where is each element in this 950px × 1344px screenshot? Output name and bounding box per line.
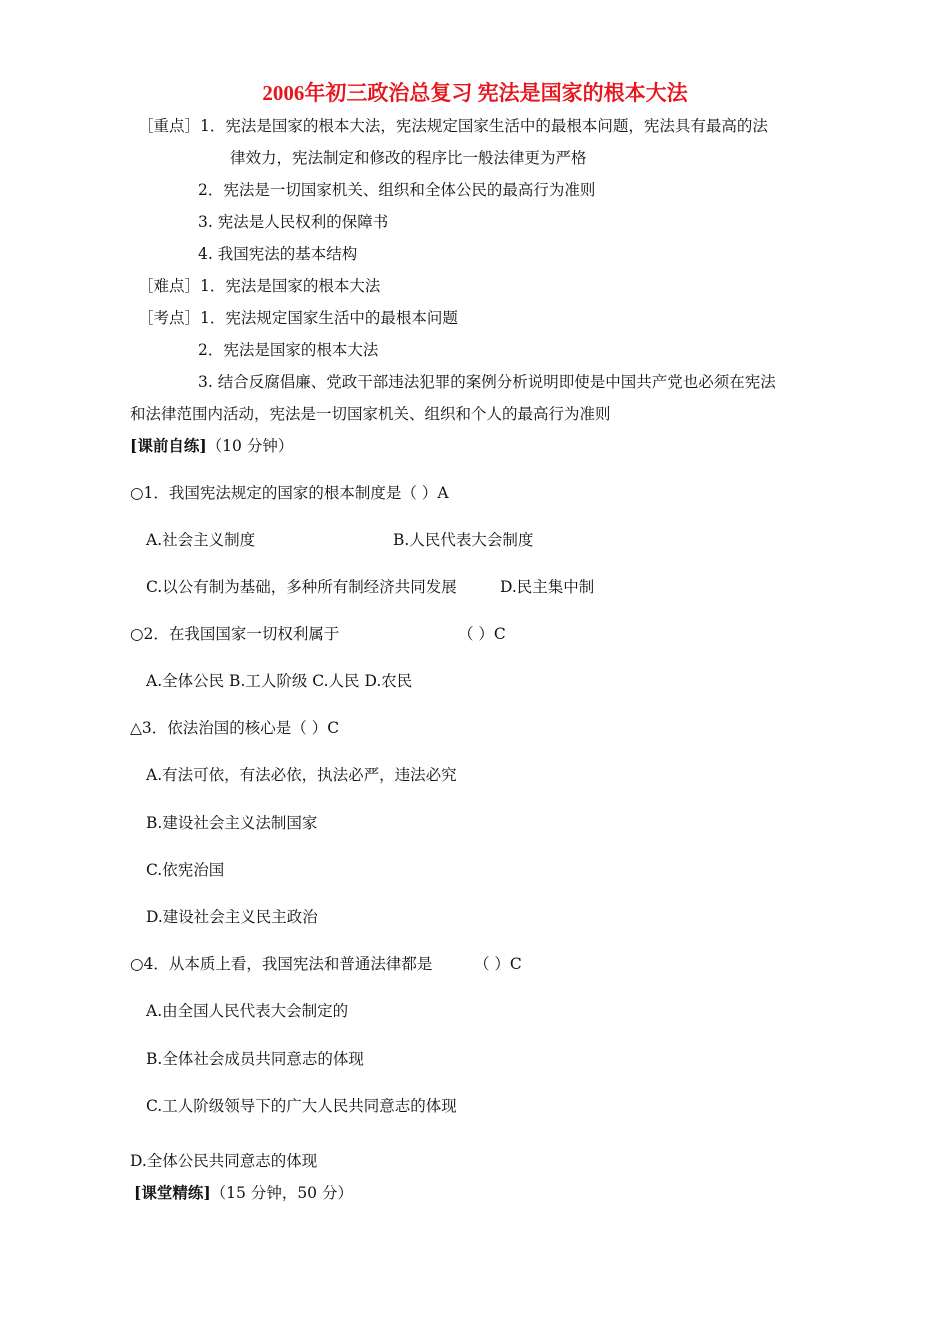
question-3-stem: △3．依法治国的核心是（ ）C: [130, 719, 340, 737]
exam-points-tag: ［考点］: [138, 309, 201, 327]
question-1-stem: ○1．我国宪法规定的国家的根本制度是（ ）A: [130, 484, 449, 502]
exam-point-3: 3. 结合反腐倡廉、党政干部违法犯罪的案例分析说明即使是中国共产党也必须在宪法: [198, 373, 776, 391]
exam-point-1: 1．宪法规定国家生活中的最根本问题: [200, 309, 458, 327]
question-3-option-c: C.依宪治国: [146, 861, 225, 879]
key-points-row-1: [138, 116, 768, 136]
question-2-options: A.全体公民 B.工人阶级 C.人民 D.农民: [146, 672, 413, 690]
question-4-option-d: D.全体公民共同意志的体现: [130, 1152, 318, 1170]
question-4-stem: ○4．从本质上看，我国宪法和普通法律都是: [130, 955, 433, 973]
question-3-option-b: B.建设社会主义法制国家: [146, 814, 318, 832]
document-title: 2006年初三政治总复习 宪法是国家的根本大法: [262, 81, 688, 105]
exam-point-2: 2．宪法是国家的根本大法: [198, 341, 379, 359]
question-3-option-d: D.建设社会主义民主政治: [146, 908, 318, 926]
question-4-option-b: B.全体社会成员共同意志的体现: [146, 1050, 364, 1068]
key-point-1: 1．宪法是国家的根本大法，宪法规定国家生活中的最根本问题，宪法具有最高的法: [200, 117, 768, 135]
key-point-3: 3. 宪法是人民权利的保障书: [198, 213, 389, 231]
exam-points-row: [138, 308, 458, 328]
question-4-option-c: C.工人阶级领导下的广大人民共同意志的体现: [146, 1097, 457, 1115]
question-1-option-b: B.人民代表大会制度: [393, 531, 534, 549]
difficult-points-tag: ［难点］: [138, 277, 201, 295]
question-4-option-a: A.由全国人民代表大会制定的: [146, 1002, 349, 1020]
question-4-answer: （ ）C: [474, 955, 522, 973]
key-point-4: 4. 我国宪法的基本结构: [198, 245, 358, 263]
key-points-tag: ［重点］: [138, 117, 201, 135]
key-point-2: 2．宪法是一切国家机关、组织和全体公民的最高行为准则: [198, 181, 596, 199]
question-1-option-c: C.以公有制为基础，多种所有制经济共同发展: [146, 578, 457, 596]
question-3-option-a: A.有法可依，有法必依，执法必严，违法必究: [146, 766, 457, 784]
in-class-note: （15 分钟，50 分）: [210, 1184, 353, 1202]
question-1-option-a: A.社会主义制度: [146, 531, 256, 549]
question-2-stem: ○2．在我国国家一切权利属于: [130, 625, 340, 643]
difficult-point-1: 1．宪法是国家的根本大法: [200, 277, 381, 295]
question-2-answer: （ ）C: [458, 625, 506, 643]
pre-class-heading: [130, 436, 293, 456]
question-1-option-d: D.民主集中制: [500, 578, 595, 596]
in-class-label: [课堂精练]: [134, 1183, 211, 1202]
pre-class-note: （10 分钟）: [206, 437, 294, 455]
in-class-heading: [134, 1183, 353, 1203]
exam-point-3-continued: 和法律范围内活动，宪法是一切国家机关、组织和个人的最高行为准则: [130, 405, 611, 423]
key-point-1-continued: 律效力，宪法制定和修改的程序比一般法律更为严格: [230, 149, 587, 167]
difficult-points-row: [138, 276, 380, 296]
pre-class-label: [课前自练]: [130, 436, 207, 455]
